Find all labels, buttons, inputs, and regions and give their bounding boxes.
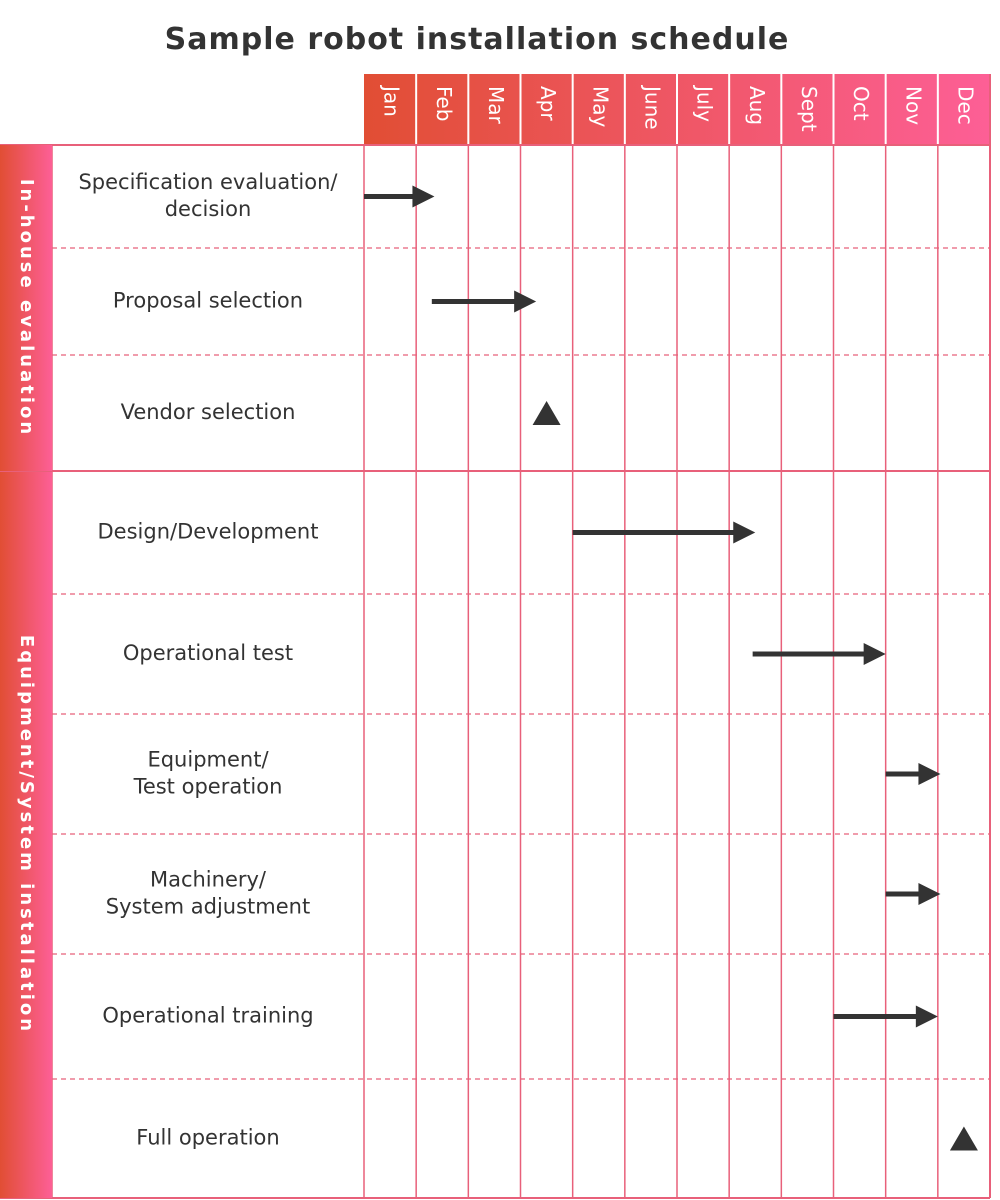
schedule-arrow [432, 291, 536, 313]
month-label-feb: Feb [431, 86, 456, 122]
schedule-arrow [364, 186, 434, 208]
task-label: Machinery/ [149, 867, 267, 892]
month-header [364, 74, 990, 145]
task-label: Operational training [102, 1003, 314, 1028]
task-label: Specification evaluation/ [78, 170, 338, 194]
milestone-triangle [950, 1127, 978, 1151]
task-label: Test operation [133, 774, 283, 799]
group-sidebar [0, 145, 52, 1198]
month-label-dec: Dec [953, 86, 978, 125]
task-label: System adjustment [105, 894, 311, 919]
month-label-sept: Sept [796, 86, 821, 132]
task-label: Design/Development [97, 519, 319, 544]
task-label: Proposal selection [112, 288, 304, 313]
task-label: Full operation [136, 1125, 280, 1150]
schedule-arrow [753, 643, 886, 665]
task-label: Vendor selection [120, 400, 296, 424]
milestone-triangle [533, 401, 561, 425]
month-label-may: May [588, 86, 613, 128]
schedule-arrow [886, 883, 941, 905]
chart-title: Sample robot installation schedule [164, 22, 790, 57]
task-label: Operational test [122, 641, 294, 665]
group-label: In-house evaluation [16, 178, 37, 438]
month-label-aug: Aug [744, 86, 769, 126]
month-label-jan: Jan [379, 86, 404, 117]
month-label-apr: Apr [536, 86, 561, 121]
month-label-mar: Mar [483, 86, 508, 124]
task-label: decision [164, 197, 252, 221]
schedule-arrow [886, 763, 941, 785]
month-label-nov: Nov [901, 86, 926, 126]
schedule-arrow [573, 522, 756, 544]
task-labels [78, 170, 338, 1150]
month-label-july: July [692, 86, 717, 122]
task-label: Equipment/ [147, 747, 269, 772]
group-label: Equipment/System installation [16, 634, 37, 1035]
month-label-june: June [640, 86, 665, 130]
grid-lines [0, 74, 990, 1198]
month-label-oct: Oct [849, 86, 874, 121]
